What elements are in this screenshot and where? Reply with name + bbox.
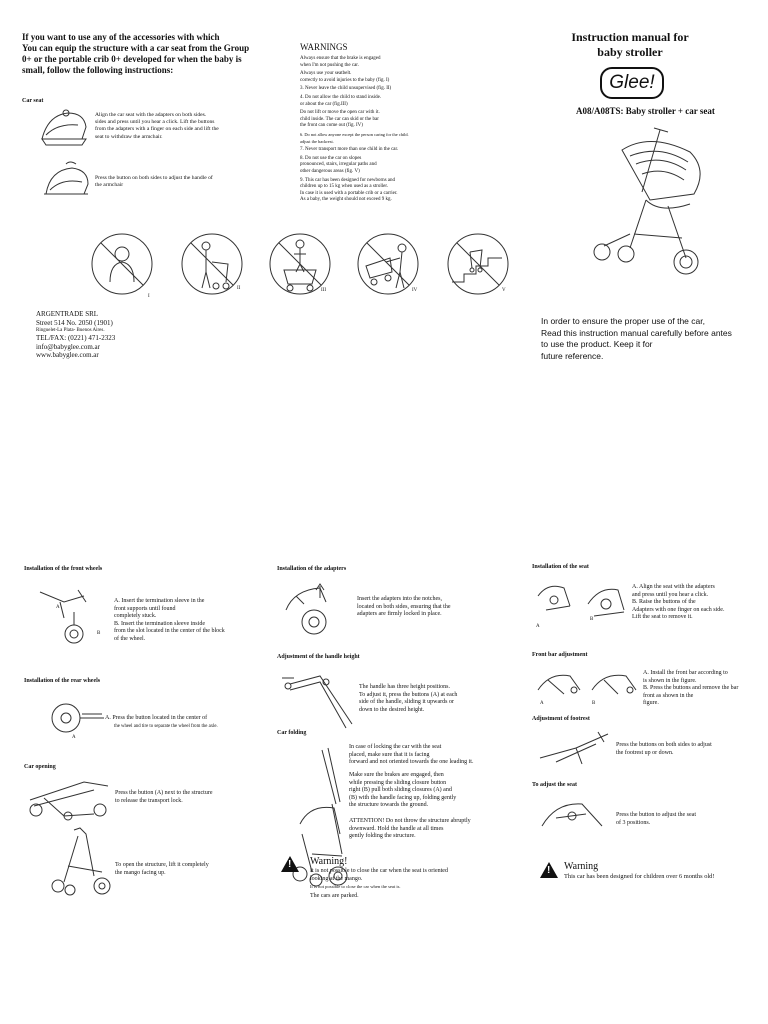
company-info [36,310,115,360]
seat-install-label-b: B [590,617,594,622]
rear-wheels-text-b: the wheel and tire to separate the wheel from the axle. [114,723,218,729]
front-bar-illustration [534,664,642,706]
warning-right-title: Warning [564,861,599,872]
intro-text: If you want to use any of the accessories with which You can equip the structure with a car seat from the Group 0+ or the portable crib 0+ developed for when the baby is small, follow the following instructions: [22,32,250,75]
warning-left-line3: The cars are parked. [310,893,359,899]
company-web[interactable]: www.babyglee.com.ar [36,351,99,360]
rear-wheels-text-a: A. Press the button located in the center of [105,715,208,721]
seat-install-text: A. Align the seat with the adapters and press until you hear a click. B. Raise the buttons of the Adapters with one finger on each side. Lift the seat to remove it. [632,584,725,621]
folding-heading: Car folding [277,730,307,736]
handle-heading: Adjustment of the handle height [277,654,360,660]
warning-item: Always ensure that the brake is engaged when I'm not pushing the car. [300,56,381,68]
folding-text-1: In case of locking the car with the seat placed, make sure that it is facing forward and not oriented towards the one leading it. [349,744,474,766]
warning-item: 3. Never leave the child unsupervised (fig. II) [300,86,392,92]
footrest-illustration [536,728,614,772]
front-wheels-label-b: B [97,631,101,636]
front-wheel-illustration [34,582,114,652]
front-bar-heading: Front bar adjustment [532,652,588,658]
front-bar-label-a: A [540,701,544,706]
warnings-list [300,56,470,204]
adjust-seat-heading: To adjust the seat [532,782,577,788]
manual-title-line2: baby stroller [597,45,663,59]
front-wheels-heading: Installation of the front wheels [24,566,103,572]
car-seat-heading: Car seat [22,98,44,104]
figure-ii-unsupervised-icon [180,232,244,296]
warnings-heading: WARNINGS [300,42,348,52]
company-email[interactable]: info@babyglee.com.ar [36,342,100,351]
car-opening-text-2: To open the structure, lift it completely the mango facing up. [115,862,209,876]
adapters-heading: Installation of the adapters [277,566,347,572]
front-bar-text: A. Install the front bar according to is shown in the figure. B. Press the buttons and remove the bar front as shown in the figure. [643,670,739,707]
rear-wheels-label-a: A [72,735,76,740]
folding-text-3: ATTENTION! Do not throw the structure abruptly downward. Hold the handle at all times gently folding the structure. [349,818,471,840]
car-opening-heading: Car opening [24,764,56,770]
car-seat-text-2: Press the button on both sides to adjust the handle of the armchair [95,175,213,189]
warning-left-title: Warning! [310,856,348,867]
warning-left-line1: It is not possible to close the car when the seat is oriented looking at the mango. [310,868,448,882]
adjust-seat-illustration [536,796,610,838]
warning-right [540,862,564,878]
manual-title [540,30,720,60]
figure-label: V [502,288,506,293]
warning-item: 9. This car has been designed for newborns and children up to 15 kg when used as a stroller. In case it is used with a portable crib or a carrier. As a baby, the weight should not exceed 9 kg. [300,177,398,203]
adapters-text: Insert the adapters into the notches, located on both sides, ensuring that the adapters are firmly locked in place. [357,596,451,618]
figure-v-stairs-icon [446,232,510,296]
warning-item: 6. Do not allow anyone except the person caring for the child. adjust the backrest. [300,131,409,144]
warning-item: 4. Do not allow the child to stand inside. or about the car (fig.III) [300,94,382,107]
notice-text: In order to ensure the proper use of the car, Read this instruction manual carefully before antes to use the product. Keep it for future reference. [541,316,732,361]
rear-wheels-heading: Installation of the rear wheels [24,678,101,684]
car-opening-illustration-2 [44,826,124,896]
warning-left [281,856,305,872]
rear-wheels-text [105,715,275,730]
warning-item: Always use your seatbelt. correctly to avoid injuries to the baby (fig. I) [300,71,390,83]
warning-triangle-icon: ! [281,856,299,872]
front-bar-label-b: B [592,701,596,706]
manual-title-line1: Instruction manual for [571,30,689,44]
seat-install-heading: Installation of the seat [532,564,589,570]
car-seat-text-1: Align the car seat with the adapters on both sides. sides and press until you hear a click. Lift the buttons from the adapters with a finger on each side and lift the seat to withdraw the armchair. [95,112,219,140]
figure-label: II [237,286,241,291]
figure-label: IV [412,288,418,293]
front-wheels-text: A. Insert the termination sleeve in the front supports until found completely stuck. B. Insert the termination sleeve inside from the slot located in the center of the block of the wheel. [114,598,225,642]
company-name: ARGENTRADE SRL [36,310,99,318]
adapter-illustration [280,580,342,638]
seat-install-illustration [534,576,630,628]
seat-install-label-a: A [536,624,540,629]
company-phone: TEL/FAX: (0221) 471-2323 [36,334,116,343]
warning-item: 7. Never transport more than one child in the car. [300,147,399,153]
warning-triangle-icon: ! [540,862,558,878]
figure-iii-standing-child-icon [268,232,332,296]
handle-text: The handle has three height positions. To adjust it, press the buttons (A) at each side of the handle, sliding it upwards or down to the desired height. [359,684,458,713]
warning-left-line2: It is not possible to close the car when the seat is. [310,884,401,889]
footrest-heading: Adjustment of footrest [532,716,590,722]
warning-item: 8. Do not use the car on slopes pronounced, stairs, irregular paths and other dangerous areas (fig. V) [300,155,377,174]
car-seat-illustration-1 [38,105,90,149]
adjust-seat-text: Press the button to adjust the seat of 3 positions. [616,812,696,826]
handle-illustration [280,668,360,736]
figure-label: III [321,288,326,293]
warning-right-line1: This car has been designed for children over 6 months old! [564,873,715,880]
model-title: A08/A08TS: Baby stroller + car seat [576,106,715,116]
figure-label: I [148,294,150,299]
front-wheels-label-a: A [56,605,60,610]
footrest-text: Press the buttons on both sides to adjust the footrest up or down. [616,742,712,756]
car-opening-text-1: Press the button (A) next to the structure to release the transport lock. [115,790,213,804]
rear-wheel-illustration [46,698,106,738]
glee-logo: Glee! [600,67,664,99]
folding-text-2: Make sure the brakes are engaged, then while pressing the sliding closure button right (B) pull both sliding closures (A) and (B) with the handle facing up, folding gently the structure towards the ground. [349,772,457,809]
car-opening-illustration-1 [24,776,112,822]
company-city: Ringuelet-La Plata- Buenos Aires. [36,328,105,334]
stroller-illustration [590,122,720,282]
company-street: Street 514 No. 2050 (1901) [36,318,113,327]
car-seat-illustration-2 [40,160,92,202]
figure-iv-lifting-car-icon [356,232,420,296]
warning-item: Do not lift or move the open car with it. child inside. The car can skid or the bar the front can come out (fig. IV) [300,110,380,129]
figure-i-no-seatbelt-icon [90,232,154,296]
